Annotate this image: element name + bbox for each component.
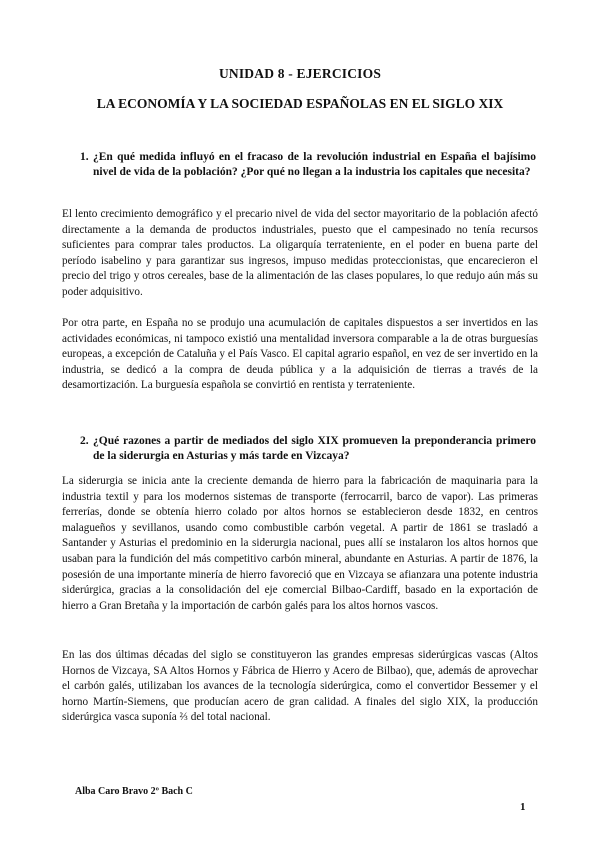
unit-title: UNIDAD 8 - EJERCICIOS — [218, 66, 382, 81]
question-text: ¿En qué medida influyó en el fracaso de la revolución industrial en España el bajísimo nivel de vida de la población? ¿Por qué no llegan a la industria los capitales que necesita? — [93, 151, 536, 178]
page-title: LA ECONOMÍA Y LA SOCIEDAD ESPAÑOLAS EN EL SIGLO XIX — [96, 96, 504, 111]
question-number: 1. — [80, 151, 89, 163]
answer-paragraph: Por otra parte, en España no se produjo una acumulación de capitales dispuestos a ser invertidos en las actividades económicas, ni tampoco existió una mentalidad inversora comparable a la de otras burguesías europeas, a excepción de Cataluña y el País Vasco. El capital agrario español, en vez de ser invertido en la industria, se dedicó a la compra de deuda pública y a la adquisición de tierras a través de la desamortización. La burguesía española se convirtió en rentista y terrateniente. — [62, 317, 538, 392]
answer-paragraph: El lento crecimiento demográfico y el precario nivel de vida del sector mayoritario de la población afectó directamente a la demanda de productos industriales, puesto que el campesinado no tenía recursos suficientes para comprar tales productos. La oligarquía terrateniente, en el poder en buena parte del período isabelino y para garantizar sus ingresos, impuso medidas proteccionistas, que encarecieron el precio del trigo y otros cereales, base de la alimentación de las clases populares, lo que redujo aún más su poder adquisitivo. — [62, 208, 538, 298]
page-number: 1 — [520, 801, 526, 813]
question-1 — [80, 150, 536, 180]
footer-author: Alba Caro Bravo 2º Bach C — [75, 786, 193, 797]
answer-paragraph: En las dos últimas décadas del siglo se constituyeron las grandes empresas siderúrgicas vascas (Altos Hornos de Vizcaya, SA Altos Hornos y Fábrica de Hierro y Acero de Bilbao), que, además de aprovechar el carbón galés, utilizaban los avances de la tecnología siderúrgica, como el convertidor Bessemer y el horno Martín-Siemens, que producían acero de gran calidad. A finales del siglo XIX, la producción siderúrgica vasca suponía ⅔ del total nacional. — [62, 649, 538, 724]
question-number: 2. — [80, 435, 89, 447]
question-2 — [80, 434, 536, 464]
question-text: ¿Qué razones a partir de mediados del siglo XIX promueven la preponderancia primero de la siderurgia en Asturias y más tarde en Vizcaya? — [93, 435, 536, 462]
answer-paragraph: La siderurgia se inicia ante la creciente demanda de hierro para la fabricación de maquinaria para la industria textil y para los modernos sistemas de transporte (ferrocarril, barco de vapor). Las primeras ferrerías, donde se obtenía hierro colado por altos hornos se establecieron desde 1832, en centros malagueños y sevillanos, usando como combustible carbón vegetal. A partir de 1861 se trasladó a Santander y Asturias el predominio en la siderurgia nacional, pues allí se instalaron los altos hornos que usaban para la fundición del más competitivo carbón mineral, abundante en Asturias. A partir de 1876, la posesión de una importante minería de hierro favoreció que en Vizcaya se afianzara una potente industria siderúrgica, gracias a la consolidación del eje comercial Bilbao-Cardiff, basado en la exportación de hierro a Gran Bretaña y la importación de carbón galés para los altos hornos vascos. — [62, 475, 538, 612]
